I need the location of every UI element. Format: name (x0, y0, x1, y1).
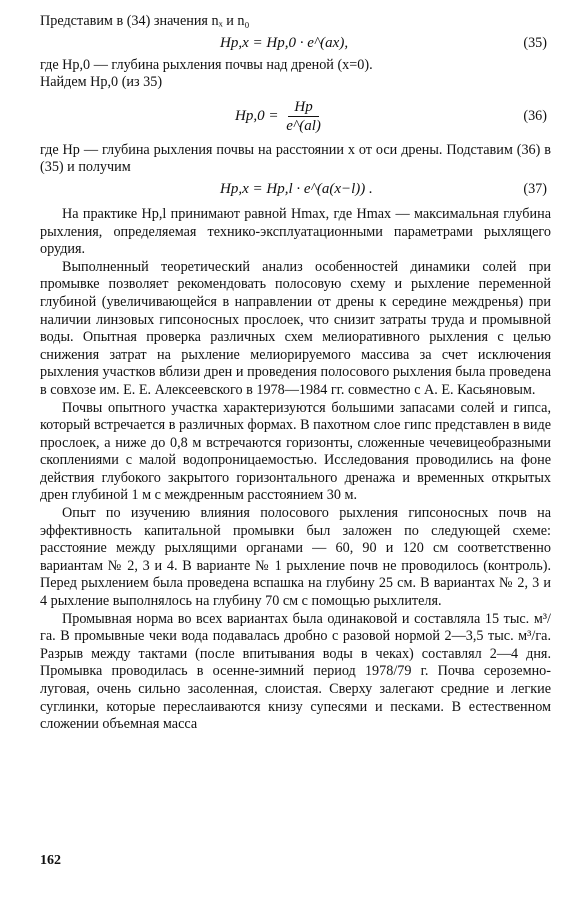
formula-36-expression (235, 98, 321, 135)
paragraph-practice: На практике Hp,l принимают равной Hmax, где Hmax — максимальная глубина рыхления, определяемая технико-эксплуатационными параметрами рыхлящего орудия. (40, 205, 551, 258)
formula-36-numerator: Hp (288, 98, 318, 117)
paragraph-analysis: Выполненный теоретический анализ особенностей динамики солей при промывке позволяет рекомендовать полосовую схему и рыхление переменной глубиной (увеличивающейся в направлении от дрены к середине междренья) при наличии линзовых гипсоносных прослоек, что снизит затраты труда и промывной воды. Опытная проверка различных схем мелиоративного рыхления с целью снижения затрат на рыхление мелиорируемого массива за счет исключения рыхления участков вблизи дрен и проведения полосового рыхления была проведена в совхозе им. Е. Е. Алексеевского в 1978—1984 гг. совместно с А. Е. Касьяновым. (40, 258, 551, 398)
formula-37 (40, 177, 551, 203)
formula-35-expression: Hp,x = Hp,0 · e^(ax), (220, 34, 349, 51)
find-line: Найдем Hp,0 (из 35) (40, 74, 163, 91)
formula-36-fraction (286, 98, 321, 135)
paragraph-washing: Промывная норма во всех вариантах была одинаковой и составляла 15 тыс. м³/га. В промывные чеки вода подавалась дробно с разовой нормой 2—3,5 тыс. м³/га. Разрыв между тактами (после впитывания воды в чеках) составлял 2—4 дня. Промывка проводилась в осенне-зимний период 1978/79 г. Почва сероземно-луговая, очень сильно засоленная, слоистая. Сверху залегают средние и легкие суглинки, которые переслаиваются книзу супесями и песками. В естественном сложении объемная масса (40, 610, 551, 733)
formula-35-number: (35) (523, 34, 547, 51)
where-36-paragraph: где Hp — глубина рыхления почвы на расстоянии x от оси дрены. Подставим (36) в (35) и получим (40, 141, 551, 176)
formula-36-lhs: Hp,0 = (235, 108, 279, 125)
formula-37-number: (37) (523, 181, 547, 198)
intro-line: Представим в (34) значения nₓ и n₀ (40, 13, 250, 29)
page-number: 162 (40, 853, 61, 868)
formula-36 (40, 92, 551, 142)
paragraph-soils: Почвы опытного участка характеризуются большими запасами солей и гипса, который встречается в различных формах. В пахотном слое гипс представлен в виде прослоек, а ниже до 0,8 м встречаются горизонты, сложенные чечевицеобразными скоплениями с малой водопроницаемостью. Исследования проводились на фоне действия глубокого закрытого горизонтального дренажа и временных открытых дрен глубиной 1 м с междренным расстоянием 30 м. (40, 399, 551, 504)
formula-37-expression: Hp,x = Hp,l · e^(a(x−l)) . (220, 181, 373, 198)
where-35-line: где Hp,0 — глубина рыхления почвы над дреной (x=0). (40, 56, 373, 73)
formula-35 (40, 31, 551, 57)
formula-36-number: (36) (523, 107, 547, 124)
paragraph-experiment: Опыт по изучению влияния полосового рыхления гипсоносных почв на эффективность капитальной промывки был заложен по следующей схеме: расстояние между рыхлящими органами — 60, 90 и 120 см соответственно вариантам № 2, 3 и 4. В варианте № 1 рыхление почв не проводилось (контроль). Перед рыхлением была проведена вспашка на глубину 25 см. В вариантах № 2, 3 и 4 рыхление выполнялось на глубину 70 см с помощью рыхлителя. (40, 505, 551, 610)
formula-36-denominator: e^(al) (286, 118, 321, 135)
